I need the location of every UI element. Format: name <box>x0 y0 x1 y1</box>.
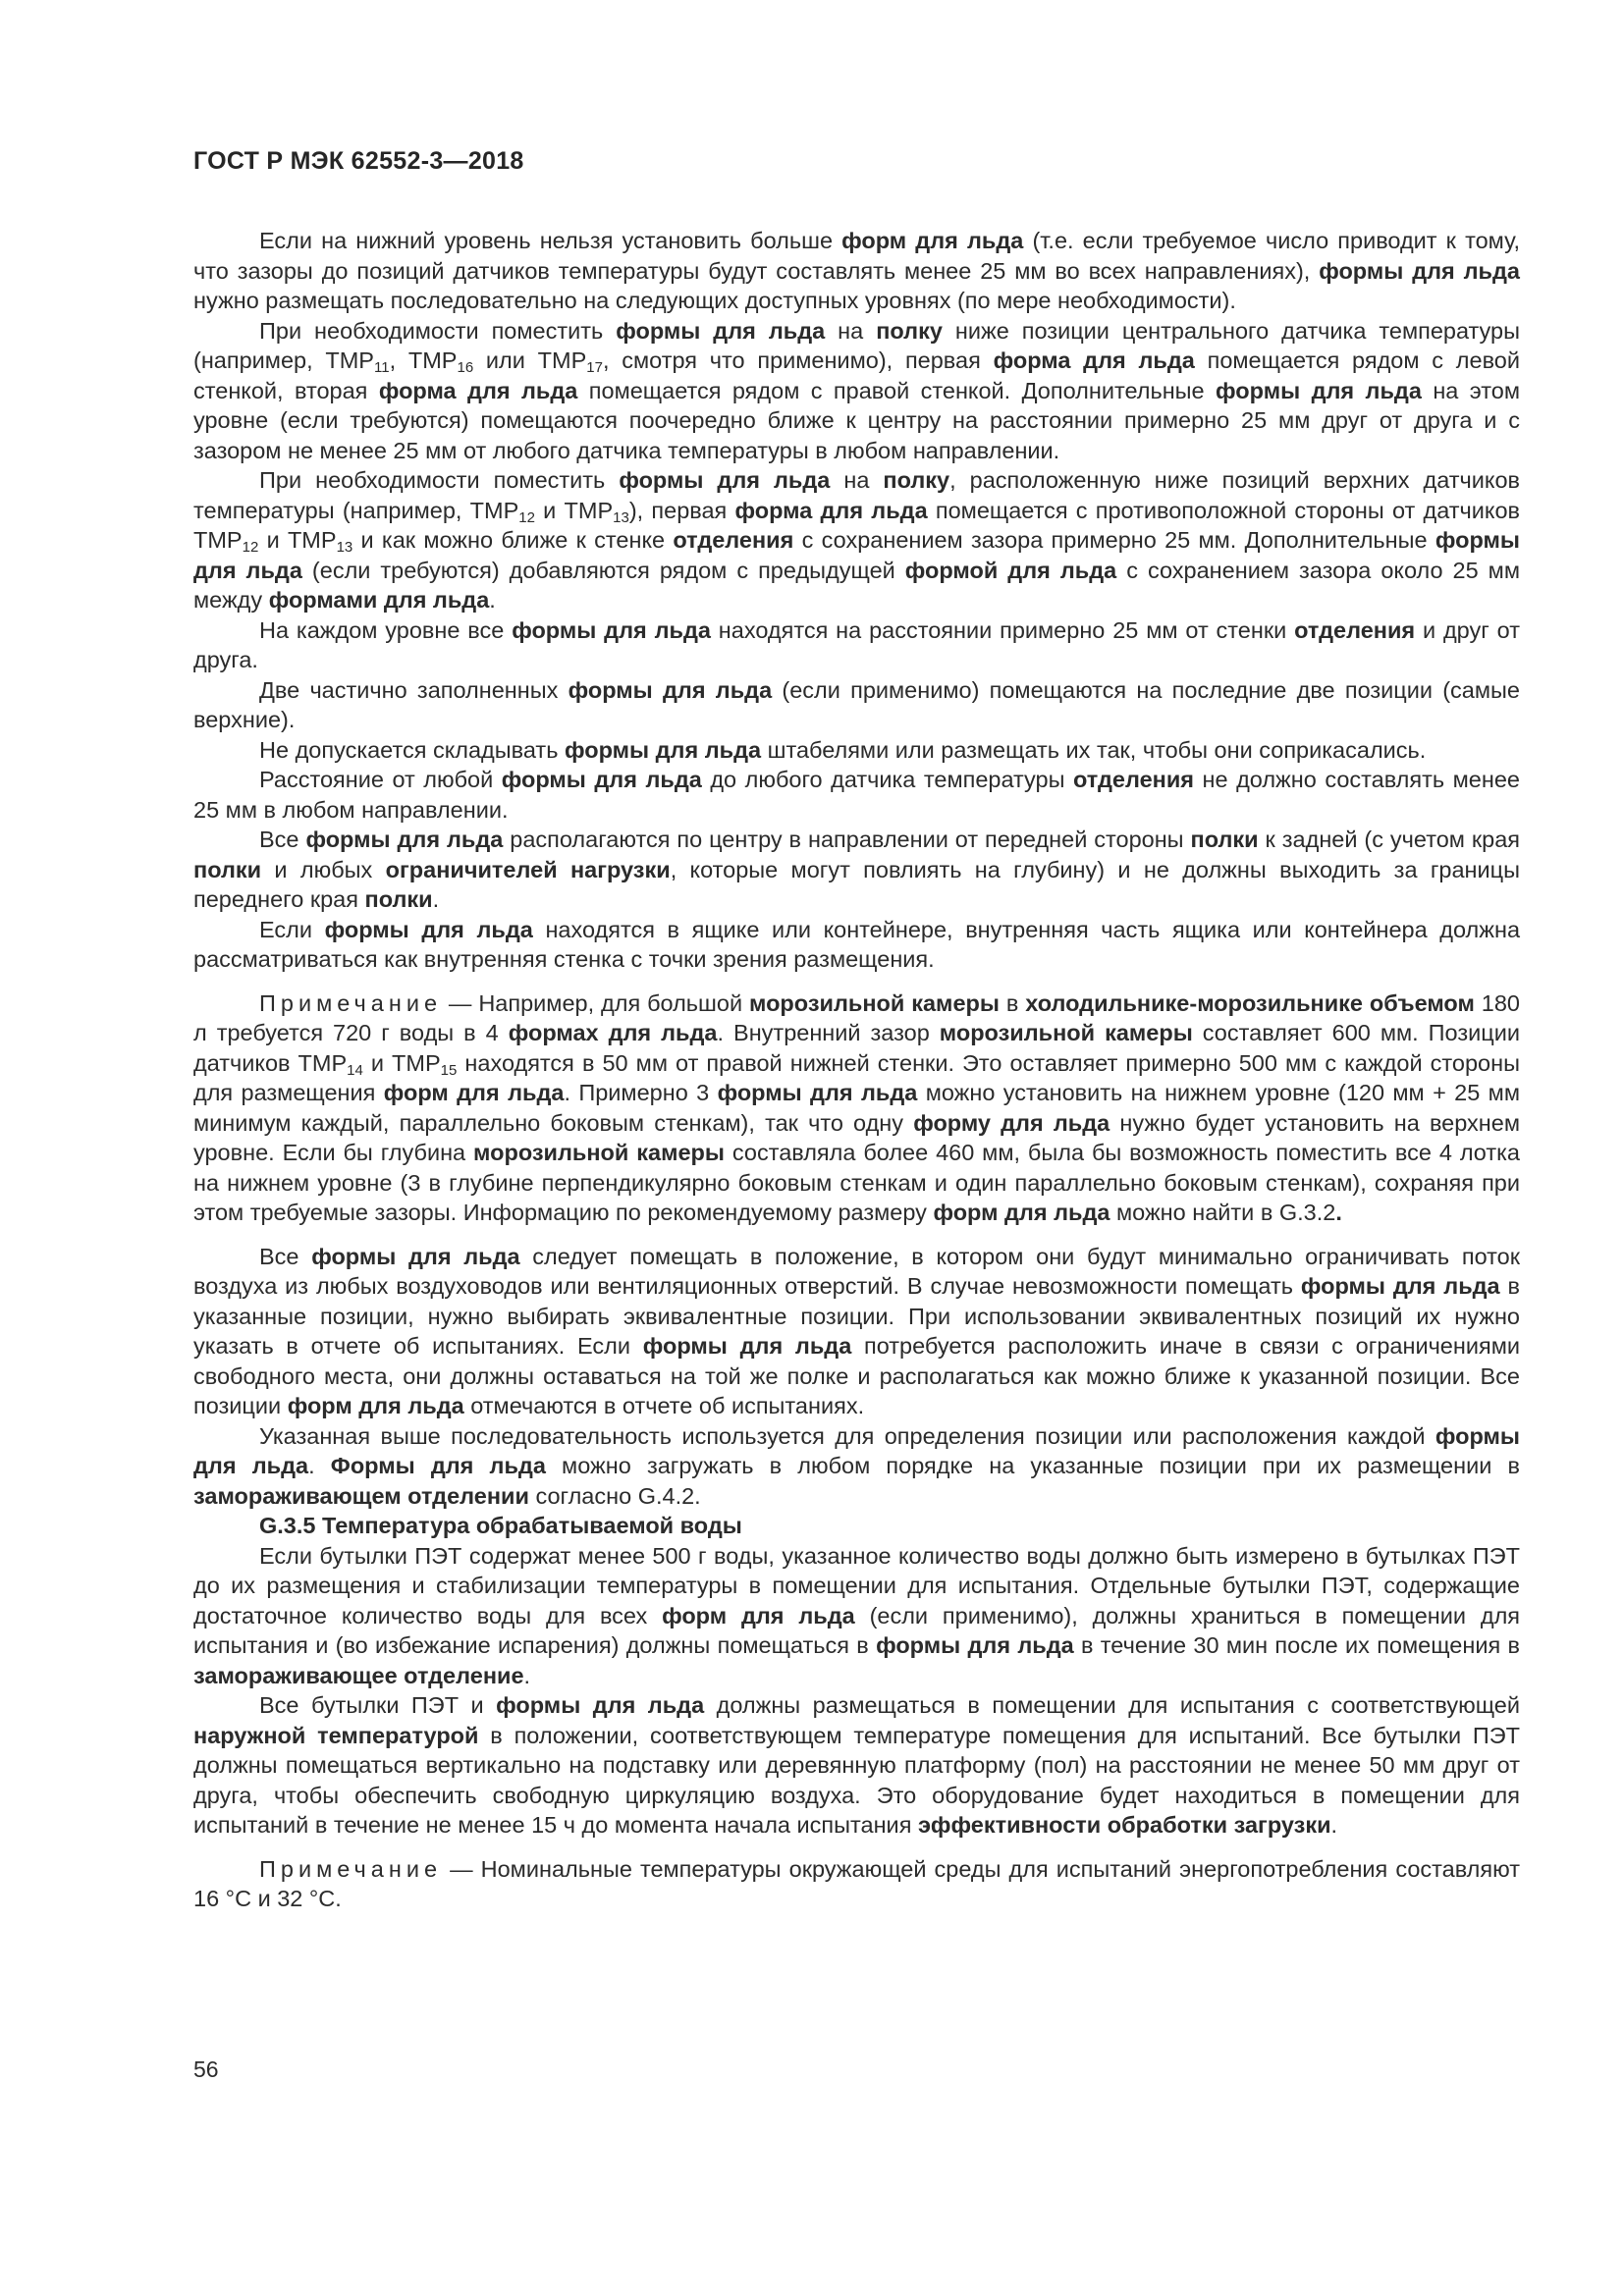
bold-term: форм для льда <box>841 228 1024 253</box>
text-run: ниже позиции центрального датчика температуры (например, ТМР <box>193 317 1520 373</box>
text-run: Не допускается складывать <box>259 736 565 763</box>
text-run: можно загружать в любом порядке на указанные позиции при их размещении в <box>545 1453 1520 1478</box>
bold-term: . <box>1335 1200 1342 1225</box>
text-run: на этом уровне (если требуются) помещаются поочередно ближе к центру на расстоянии примерно 25 мм друг от друга и с зазором не менее 25 мм от любого датчика температуры в любом направлении. <box>193 377 1520 463</box>
bold-term: формы для льда <box>193 527 1520 583</box>
body-paragraph <box>193 735 1520 766</box>
text-run: . Внутренний зазор <box>717 1020 940 1045</box>
text-run: и друг от друга. <box>193 616 1520 672</box>
bold-term: ограничителей нагрузки <box>385 856 671 882</box>
bold-term: форм для льда <box>383 1080 565 1105</box>
text-run: помещается рядом с правой стенкой. Дополнительные <box>577 377 1217 403</box>
bold-term: формы для льда <box>564 736 762 763</box>
bold-term: холодильнике-морозильнике объемом <box>1025 989 1475 1016</box>
bold-term: эффективности обработки загрузки <box>917 1812 1331 1838</box>
text-run: (если применимо), должны храниться в помещении для испытания и (во избежание испарения) должны помещаться в <box>193 1602 1521 1658</box>
bold-term: Формы для льда <box>330 1453 546 1478</box>
text-run: , ТМР <box>389 347 458 373</box>
bold-term: формы для льда <box>1216 377 1422 403</box>
bold-term: отделения <box>673 527 794 553</box>
text-run: Если на нижний уровень нельзя установить больше <box>259 228 842 253</box>
body-paragraph <box>193 316 1520 466</box>
text-run: (если требуются) добавляются рядом с предыдущей <box>301 557 905 583</box>
bold-term: морозильной камеры <box>749 989 1000 1016</box>
text-run: (если применимо) помещаются на последние две позиции (самые верхние). <box>193 676 1520 732</box>
text-run: Если бутылки ПЭТ содержат менее 500 г воды, указанное количество воды должно быть измерено в бутылках ПЭТ до их размещения и стабилизации температуры в помещении для испытания. Отдельные бутылки ПЭТ, содержащие достаточное количество воды для всех <box>193 1542 1520 1629</box>
body-paragraph <box>193 765 1520 825</box>
text-run: штабелями или размещать их так, чтобы они соприкасались. <box>761 736 1427 763</box>
bold-term: формах для льда <box>508 1020 718 1045</box>
page-number: 56 <box>193 2056 219 2082</box>
text-run: находятся в 50 мм от правой нижней стенки. Это оставляет примерно 500 мм с каждой стороны для размещения <box>193 1049 1520 1105</box>
text-run: . <box>432 886 440 912</box>
body-paragraph <box>193 1541 1520 1691</box>
bold-term: формы для льда <box>305 827 504 852</box>
bold-term: полку <box>883 467 950 493</box>
bold-term: формы для льда <box>642 1333 852 1359</box>
bold-term: форм для льда <box>662 1602 855 1629</box>
text-run: На каждом уровне все <box>259 616 513 643</box>
text-run: — Номинальные температуры окружающей среды для испытаний энергопотребления составляют 16 °C и 32 °C. <box>193 1855 1520 1911</box>
section-heading <box>193 1511 1520 1541</box>
bold-term: формы для льда <box>496 1692 705 1718</box>
subscript: 16 <box>457 359 474 376</box>
subscript: 11 <box>374 359 390 376</box>
bold-term: формы для льда <box>616 317 826 344</box>
bold-term: замораживающее отделение <box>193 1662 524 1688</box>
body-paragraph <box>193 1421 1520 1512</box>
body-paragraph <box>193 1242 1520 1421</box>
bold-term: формы для льда <box>717 1080 918 1105</box>
text-run: . <box>489 587 496 613</box>
subscript: 13 <box>336 539 353 556</box>
body-paragraph <box>193 825 1520 915</box>
text-run: и любых <box>261 856 386 882</box>
text-run: Расстояние от любой <box>259 767 502 792</box>
bold-term: морозильной камеры <box>473 1140 725 1165</box>
bold-term: форма для льда <box>734 497 928 523</box>
text-run: с сохранением зазора примерно 25 мм. Дополнительные <box>793 527 1435 553</box>
text-run: , смотря что применимо), первая <box>602 347 994 373</box>
subscript: 15 <box>440 1061 458 1079</box>
page-header-doc-id: ГОСТ Р МЭК 62552-3—2018 <box>193 147 524 175</box>
bold-term: полку <box>876 317 943 344</box>
text-run: Указанная выше последовательность используется для определения позиции или расположения каждой <box>259 1422 1435 1449</box>
text-run: . <box>1330 1812 1338 1838</box>
text-run: отмечаются в отчете об испытаниях. <box>463 1393 865 1418</box>
bold-term: замораживающем отделении <box>193 1482 529 1509</box>
text-run: в <box>999 989 1026 1016</box>
text-run: Если <box>259 916 325 942</box>
bold-term: формы для льда <box>876 1632 1074 1658</box>
text-run: Все бутылки ПЭТ и <box>259 1692 497 1718</box>
bold-term: морозильной камеры <box>939 1020 1193 1045</box>
text-run: в положении, соответствующем температуре помещения для испытаний. Все бутылки ПЭТ должны помещаться вертикально на подставку или деревянную платформу (пол) на расстоянии не менее 50 мм друг от друга, чтобы обеспечить свободную циркуляцию воздуха. Это оборудование будет находиться в помещении для испытаний в течение не менее 15 ч до момента начала испытания <box>193 1722 1521 1838</box>
text-run: нужно будет установить на верхнем уровне. Если бы глубина <box>193 1109 1520 1165</box>
text-run: составляет 600 мм. Позиции датчиков ТМР <box>193 1020 1520 1076</box>
text-run: должны размещаться в помещении для испытания с соответствующей <box>704 1692 1521 1718</box>
text-run: можно установить на нижнем уровне (120 мм + 25 мм минимум каждый, параллельно боковым стенкам), так что одну <box>193 1080 1520 1136</box>
text-run: ), первая <box>628 497 735 523</box>
document-body <box>193 226 1520 1928</box>
bold-term: формы для льда <box>1319 257 1520 284</box>
bold-term: форма для льда <box>993 347 1195 373</box>
body-paragraph <box>193 615 1520 675</box>
body-paragraph <box>193 915 1520 975</box>
text-run: на <box>830 467 884 493</box>
text-run: согласно G.4.2. <box>528 1482 701 1509</box>
text-run: . <box>523 1662 531 1688</box>
text-run: или ТМР <box>473 347 587 373</box>
text-run: При необходимости поместить <box>259 317 617 344</box>
bold-term: формами для льда <box>268 587 490 613</box>
text-run: , которые могут повлиять на глубину) и не должны выходить за границы переднего края <box>193 856 1520 912</box>
text-run: нужно размещать последовательно на следующих доступных уровнях (по мере необходимости). <box>193 288 1236 313</box>
subscript: 12 <box>518 508 535 526</box>
text-run: составляла более 460 мм, была бы возможность поместить все 4 лотка на нижнем уровне (3 в глубине перпендикулярно боковым стенкам и один параллельно боковым стенкам), сохраняя при этом требуемые зазоры. Информацию по рекомендуемому размеру <box>193 1140 1520 1225</box>
note-label: Примечание <box>259 1855 443 1882</box>
text-run: к задней (с учетом края <box>1258 827 1521 852</box>
body-paragraph <box>193 465 1520 615</box>
bold-term: отделения <box>1073 767 1195 792</box>
text-run: 180 л требуется 720 г воды в 4 <box>193 989 1520 1045</box>
bold-term: формы для льда <box>324 916 533 942</box>
bold-term: формы для льда <box>619 467 831 493</box>
text-run: . Примерно 3 <box>564 1080 718 1105</box>
bold-term: формы для льда <box>568 676 773 703</box>
bold-term: формы для льда <box>501 767 702 792</box>
text-run: находятся в ящике или контейнере, внутренняя часть ящика или контейнера должна рассматриваться как внутренняя стенка с точки зрения размещения. <box>193 916 1521 972</box>
text-run: в указанные позиции, нужно выбирать эквивалентные позиции. При использовании эквивалентных позиций их нужно указать в отчете об испытаниях. Если <box>193 1273 1521 1359</box>
text-run: можно найти в G.3.2 <box>1110 1200 1336 1225</box>
bold-term: форма для льда <box>378 377 578 403</box>
text-run: При необходимости поместить <box>259 467 620 493</box>
text-run: G.3.5 Температура обрабатываемой воды <box>259 1513 742 1538</box>
subscript: 12 <box>242 539 259 556</box>
text-run: не должно составлять менее 25 мм в любом направлении. <box>193 767 1520 823</box>
subscript: 13 <box>613 508 629 526</box>
bold-term: формой для льда <box>904 557 1117 583</box>
text-run: и ТМР <box>362 1049 441 1076</box>
body-paragraph <box>193 226 1520 316</box>
text-run: (т.е. если требуемое число приводит к тому, что зазоры до позиций датчиков температуры будут составлять менее 25 мм во всех направлениях), <box>193 228 1520 284</box>
bold-term: формы для льда <box>512 616 711 643</box>
text-run: находятся на расстоянии примерно 25 мм от стенки <box>710 616 1295 643</box>
bold-term: формы для льда <box>311 1243 520 1269</box>
bold-term: полки <box>364 886 433 912</box>
text-run: и как можно ближе к стенке <box>352 527 674 553</box>
text-run: Две частично заполненных <box>259 676 568 703</box>
text-run: потребуется расположить иначе в связи с ограничениями свободного места, они должны оставаться на той же полке и располагаться как можно ближе к указанной позиции. Все позиции <box>193 1333 1520 1418</box>
body-paragraph <box>193 1690 1520 1841</box>
bold-term: форм для льда <box>287 1393 464 1418</box>
note-paragraph <box>193 988 1520 1228</box>
bold-term: наружной температурой <box>193 1722 479 1748</box>
text-run: следует помещать в положение, в котором они будут минимально ограничивать поток воздуха из любых воздуховодов или вентиляционных отверстий. В случае невозможности помещать <box>193 1243 1520 1299</box>
text-run: на <box>825 317 877 344</box>
text-run: Все <box>259 827 306 852</box>
text-run: — Например, для большой <box>442 989 749 1016</box>
body-paragraph <box>193 675 1520 735</box>
bold-term: форм для льда <box>933 1200 1110 1225</box>
bold-term: полки <box>1190 827 1259 852</box>
text-run: до любого датчика температуры <box>701 767 1074 792</box>
subscript: 17 <box>586 359 603 376</box>
text-run: помещается рядом с левой стенкой, вторая <box>193 347 1521 403</box>
bold-term: формы для льда <box>193 1422 1520 1478</box>
bold-term: форму для льда <box>913 1109 1110 1136</box>
text-run: располагаются по центру в направлении от передней стороны <box>503 827 1191 852</box>
text-run: , расположенную ниже позиций верхних датчиков температуры (например, ТМР <box>193 467 1520 523</box>
text-run: с сохранением зазора около 25 мм между <box>193 557 1520 613</box>
text-run: Все <box>259 1243 312 1269</box>
text-run: и ТМР <box>258 527 337 553</box>
bold-term: полки <box>193 856 262 882</box>
subscript: 14 <box>347 1061 363 1079</box>
text-run: . <box>308 1453 331 1478</box>
text-run: в течение 30 мин после их помещения в <box>1073 1632 1520 1658</box>
note-paragraph <box>193 1854 1520 1914</box>
note-label: Примечание <box>259 989 443 1016</box>
text-run: помещается с противоположной стороны от датчиков ТМР <box>193 497 1521 553</box>
text-run: и ТМР <box>534 497 614 523</box>
bold-term: отделения <box>1294 616 1416 643</box>
bold-term: формы для льда <box>1300 1273 1500 1299</box>
